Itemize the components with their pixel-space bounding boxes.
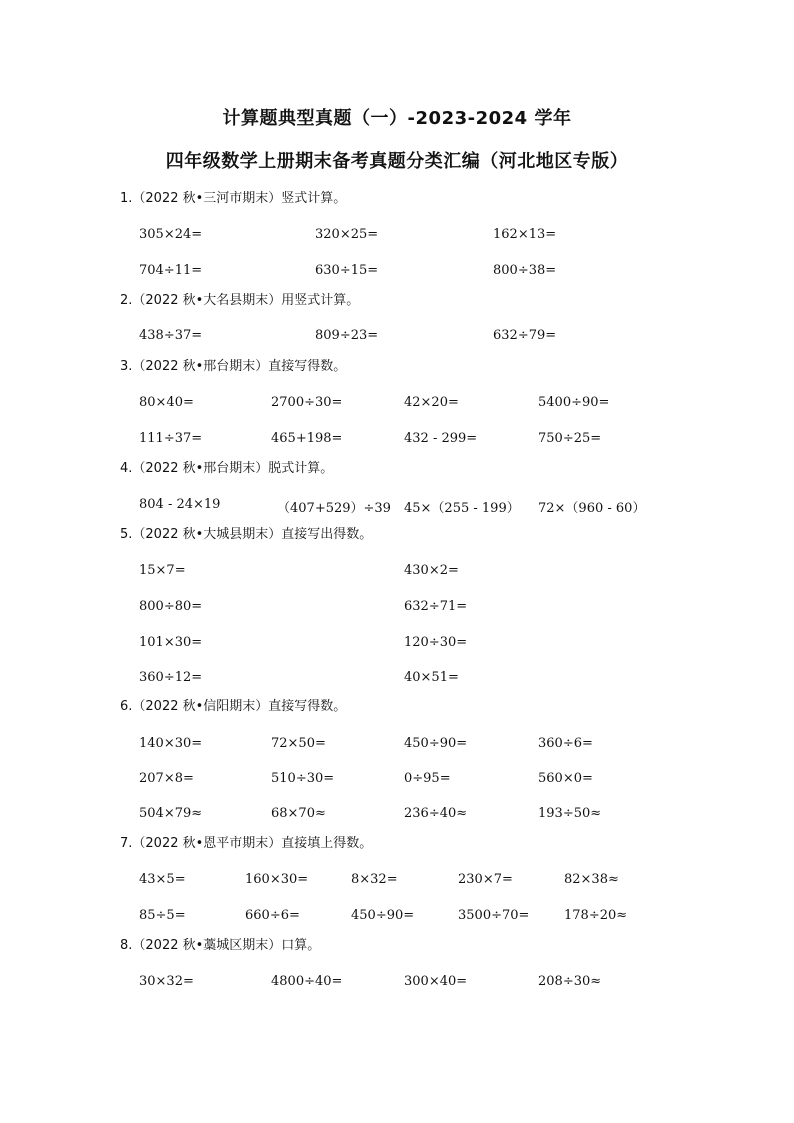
question-heading: 4.（2022 秋•邢台期末）脱式计算。	[120, 461, 334, 476]
math-problem: 178÷20≈	[564, 908, 628, 923]
math-problem: 2700÷30=	[271, 395, 343, 410]
document-title: 计算题典型真题（一）-2023-2024 学年	[222, 108, 572, 129]
problem-row	[0, 974, 794, 994]
question-heading: 2.（2022 秋•大名县期末）用竖式计算。	[120, 293, 360, 308]
problem-row	[0, 263, 794, 283]
problem-row	[0, 806, 794, 826]
math-problem: 43×5=	[139, 872, 186, 887]
problem-row	[0, 563, 794, 583]
problem-row	[0, 227, 794, 247]
math-problem: 305×24=	[139, 227, 203, 242]
math-problem: 660÷6=	[245, 908, 300, 923]
math-problem: 3500÷70=	[458, 908, 530, 923]
math-problem: 465+198=	[271, 431, 343, 446]
math-problem: 207×8=	[139, 771, 194, 786]
question-heading: 3.（2022 秋•邢台期末）直接写得数。	[120, 359, 347, 374]
math-problem: 438÷37=	[139, 328, 203, 343]
math-problem: 45×（255 - 199）	[404, 501, 520, 516]
problem-row	[0, 635, 794, 655]
math-problem: 809÷23=	[315, 328, 379, 343]
math-problem: 72×（960 - 60）	[538, 501, 646, 516]
question-heading: 5.（2022 秋•大城县期末）直接写出得数。	[120, 527, 373, 542]
math-problem: 162×13=	[493, 227, 557, 242]
question-heading: 6.（2022 秋•信阳期末）直接写得数。	[120, 699, 347, 714]
problem-row	[0, 328, 794, 348]
math-problem: 160×30=	[245, 872, 309, 887]
math-problem: （407+529）÷39	[277, 501, 391, 516]
math-problem: 85÷5=	[139, 908, 186, 923]
problem-row	[0, 670, 794, 690]
math-problem: 804 - 24×19	[139, 497, 221, 512]
math-problem: 360÷12=	[139, 670, 203, 685]
math-problem: 230×7=	[458, 872, 513, 887]
problem-row	[0, 497, 794, 517]
math-problem: 632÷71=	[404, 599, 468, 614]
math-problem: 450÷90=	[404, 736, 468, 751]
math-problem: 208÷30≈	[538, 974, 602, 989]
math-problem: 510÷30=	[271, 771, 335, 786]
math-problem: 15×7=	[139, 563, 186, 578]
math-problem: 80×40=	[139, 395, 194, 410]
math-problem: 4800÷40=	[271, 974, 343, 989]
math-problem: 432 - 299=	[404, 431, 478, 446]
math-problem: 630÷15=	[315, 263, 379, 278]
problem-row	[0, 908, 794, 928]
math-problem: 5400÷90=	[538, 395, 610, 410]
math-problem: 360÷6=	[538, 736, 593, 751]
math-problem: 82×38≈	[564, 872, 619, 887]
math-problem: 140×30=	[139, 736, 203, 751]
question-heading: 8.（2022 秋•藁城区期末）口算。	[120, 938, 321, 953]
problem-row	[0, 736, 794, 756]
math-problem: 632÷79=	[493, 328, 557, 343]
math-problem: 704÷11=	[139, 263, 203, 278]
math-problem: 30×32=	[139, 974, 194, 989]
math-problem: 42×20=	[404, 395, 459, 410]
problem-row	[0, 771, 794, 791]
question-heading: 7.（2022 秋•恩平市期末）直接填上得数。	[120, 836, 373, 851]
math-problem: 430×2=	[404, 563, 459, 578]
math-problem: 8×32=	[351, 872, 398, 887]
math-problem: 236÷40≈	[404, 806, 468, 821]
math-problem: 450÷90=	[351, 908, 415, 923]
math-problem: 111÷37=	[139, 431, 203, 446]
math-problem: 800÷38=	[493, 263, 557, 278]
problem-row	[0, 872, 794, 892]
math-problem: 120÷30=	[404, 635, 468, 650]
math-problem: 0÷95=	[404, 771, 451, 786]
math-problem: 750÷25=	[538, 431, 602, 446]
math-problem: 72×50=	[271, 736, 326, 751]
math-problem: 320×25=	[315, 227, 379, 242]
problem-row	[0, 395, 794, 415]
problem-row	[0, 431, 794, 451]
math-problem: 68×70≈	[271, 806, 326, 821]
math-problem: 300×40=	[404, 974, 468, 989]
math-problem: 504×79≈	[139, 806, 203, 821]
math-problem: 101×30=	[139, 635, 203, 650]
math-problem: 560×0=	[538, 771, 593, 786]
math-problem: 800÷80=	[139, 599, 203, 614]
math-problem: 193÷50≈	[538, 806, 602, 821]
document-subtitle: 四年级数学上册期末备考真题分类汇编（河北地区专版）	[165, 151, 629, 172]
math-problem: 40×51=	[404, 670, 459, 685]
problem-row	[0, 599, 794, 619]
question-heading: 1.（2022 秋•三河市期末）竖式计算。	[120, 191, 347, 206]
